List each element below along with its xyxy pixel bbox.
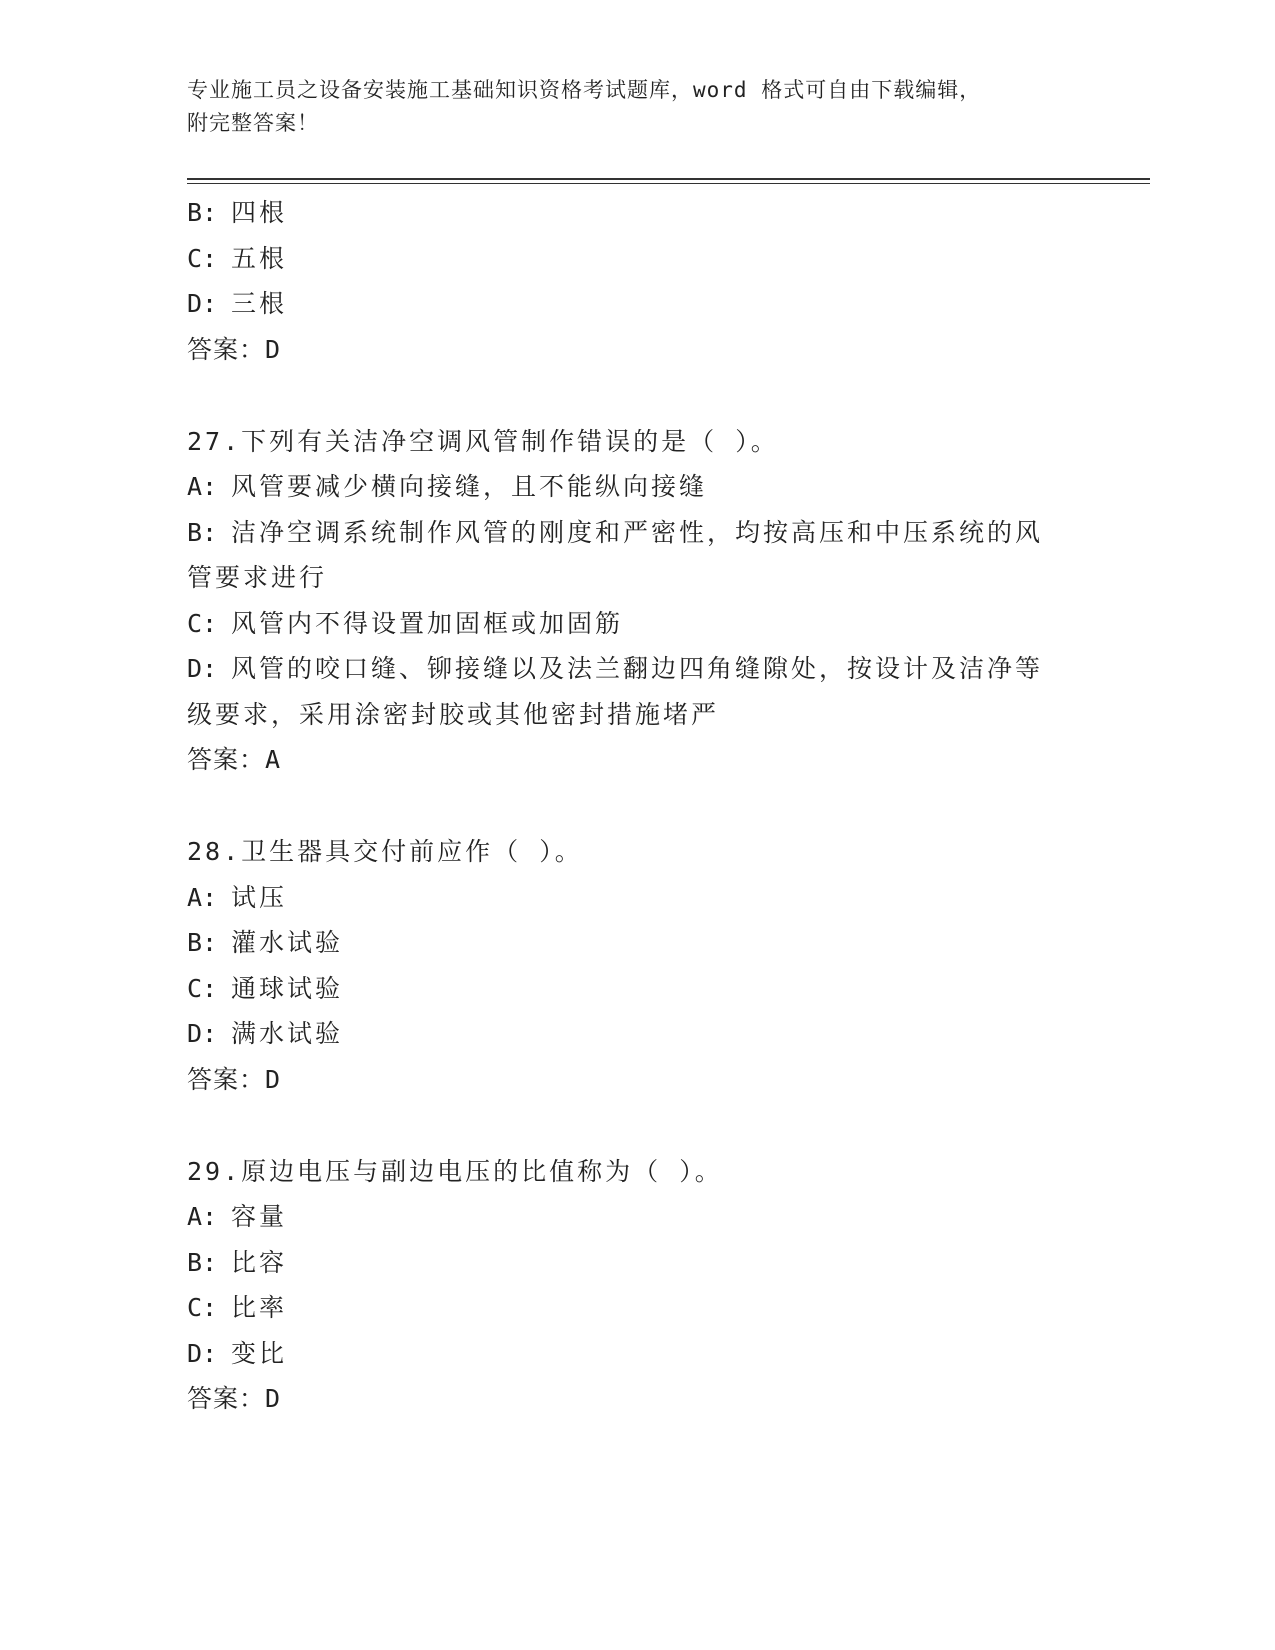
option-d	[187, 1011, 1087, 1057]
answer-line	[187, 1057, 1087, 1104]
option-text: 洁净空调系统制作风管的刚度和严密性，均按高压和中压系统的风	[231, 517, 1044, 547]
answer-line	[187, 1376, 1087, 1423]
option-letter: B:	[187, 928, 218, 957]
answer-value: D	[265, 1384, 281, 1413]
option-letter: B:	[187, 517, 218, 547]
option-text: 通球试验	[231, 973, 344, 1003]
option-text: 五根	[231, 243, 288, 273]
answer-label: 答案：	[187, 1065, 266, 1094]
question-28	[187, 829, 1087, 1103]
option-letter: A:	[187, 472, 218, 501]
option-letter: C:	[187, 243, 218, 273]
option-d	[187, 1331, 1087, 1377]
option-b	[187, 1240, 1087, 1286]
question-29	[187, 1149, 1087, 1423]
option-letter: C:	[187, 973, 218, 1003]
option-a	[187, 1194, 1087, 1240]
header-line-1: 专业施工员之设备安装施工基础知识资格考试题库，word 格式可自由下载编辑，	[187, 78, 982, 102]
question-stem: 29.原边电压与副边电压的比值称为（ ）。	[187, 1156, 723, 1186]
option-d-continuation: 级要求，采用涂密封胶或其他密封措施堵严	[187, 699, 720, 729]
question-content	[187, 190, 1087, 1423]
option-letter: B:	[187, 198, 218, 227]
option-c	[187, 966, 1087, 1012]
option-letter: D:	[187, 1338, 218, 1368]
question-27	[187, 419, 1087, 784]
option-text: 变比	[231, 1338, 288, 1368]
continued-question	[187, 190, 1087, 373]
answer-value: D	[265, 1064, 281, 1094]
option-d	[187, 281, 1087, 327]
answer-label: 答案：	[187, 335, 266, 364]
answer-value: A	[265, 745, 281, 774]
option-b	[187, 190, 1087, 236]
question-stem: 27.下列有关洁净空调风管制作错误的是（ ）。	[187, 426, 779, 456]
option-letter: A:	[187, 1202, 218, 1231]
option-letter: A:	[187, 882, 218, 912]
answer-label: 答案：	[187, 746, 266, 774]
option-letter: D:	[187, 1019, 218, 1048]
option-b	[187, 510, 1087, 556]
answer-label: 答案：	[187, 1385, 266, 1413]
option-text: 比率	[231, 1293, 288, 1322]
document-header	[187, 74, 1087, 140]
option-letter: D:	[187, 654, 218, 683]
option-b-continuation: 管要求进行	[187, 563, 328, 592]
option-text: 试压	[231, 882, 288, 912]
option-a	[187, 875, 1087, 921]
option-text: 容量	[231, 1202, 288, 1231]
option-letter: B:	[187, 1247, 218, 1277]
header-divider-thick	[187, 178, 1150, 180]
option-c	[187, 1285, 1087, 1331]
option-text: 比容	[231, 1247, 288, 1277]
header-divider-thin	[187, 183, 1150, 184]
option-letter: C:	[187, 608, 218, 638]
answer-line	[187, 737, 1087, 784]
option-letter: D:	[187, 289, 218, 318]
question-stem: 28.卫生器具交付前应作（ ）。	[187, 837, 583, 866]
option-a	[187, 464, 1087, 510]
option-c	[187, 236, 1087, 282]
answer-value: D	[265, 334, 281, 364]
answer-line	[187, 327, 1087, 374]
option-text: 风管要减少横向接缝，且不能纵向接缝	[231, 472, 708, 501]
option-d	[187, 646, 1087, 692]
option-text: 满水试验	[231, 1019, 344, 1048]
option-c	[187, 601, 1087, 647]
header-line-2: 附完整答案！	[187, 111, 319, 135]
option-text: 灌水试验	[231, 928, 344, 957]
option-text: 三根	[231, 289, 288, 318]
option-text: 四根	[231, 198, 288, 227]
option-b	[187, 920, 1087, 966]
option-letter: C:	[187, 1293, 218, 1322]
option-text: 风管内不得设置加固框或加固筋	[231, 608, 624, 638]
option-text: 风管的咬口缝、铆接缝以及法兰翻边四角缝隙处，按设计及洁净等	[231, 654, 1044, 683]
